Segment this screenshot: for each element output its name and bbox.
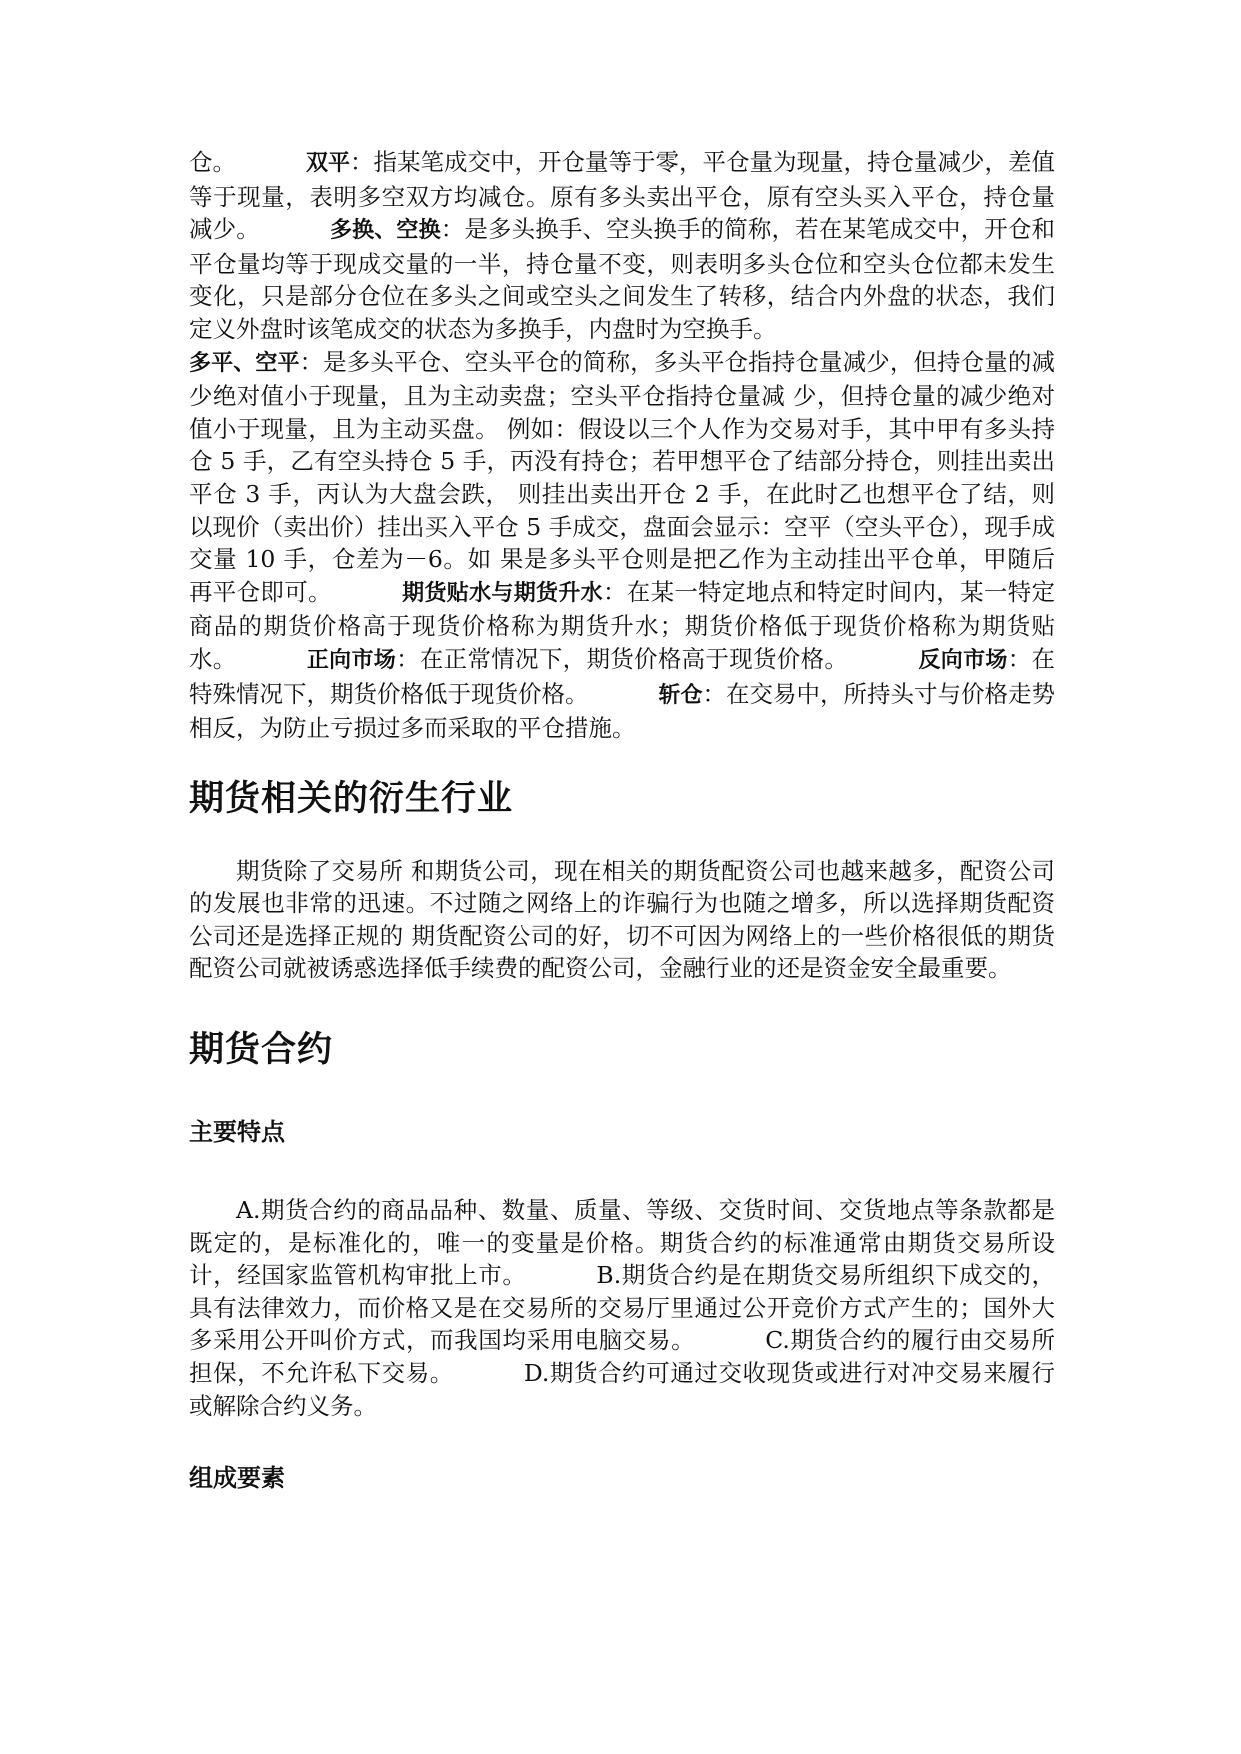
text-segment: ：是多头换手、空头换手的简称，若在某笔成交中，开仓和平仓量均等于现成交量的一半，持仓量不变，则表明多头仓位和空头仓位都未发生变化，只是部分仓位在多头之间或空头之间发生了转移，结合内外盘的状态，我们定义外盘时该笔成交的状态为多换手，内盘时为空换手。 — [189, 215, 1055, 343]
term-duohuan-konghuan: 多换、空换 — [329, 218, 441, 244]
text-segment: ：是多头平仓、空头平仓的简称，多头平仓指持仓量减少，但持仓量的减少绝对值小于现量，且为主动卖盘；空头平仓指持仓量减 少，但持仓量的减少绝对值小于现量，且为主动买盘。 例如：假设以三个人作为交易对手，其中甲有多头持仓 5 手，乙有空头持仓 5 手，丙没有持仓；若甲想平仓了结部分持仓，则挂出卖出平仓 3 手，丙认为大盘会跌， 则挂出卖出开仓 2 手，在此时乙也想平仓了结，则以现价（卖出价）挂出买入平仓 5 手成交，盘面会显示：空平（空头平仓），现手成交量 10 手，仓差为－6。如 果是多头平仓则是把乙作为主动挂出平仓单，甲随后再平仓即可。 — [189, 347, 1055, 606]
text-segment: ：在某一特定地点和特定时间内，某一特定商品的期货价格高于现货价格称为期货升水；期货价格低于现货价格称为期货贴水。 — [189, 577, 1056, 673]
term-zhancang: 斩仓 — [658, 682, 703, 708]
terms-paragraph-1 — [189, 146, 1055, 346]
heading-futures-contract: 期货合约 — [189, 1030, 334, 1071]
terms-paragraph-2 — [189, 346, 1055, 745]
document-page — [189, 146, 1055, 1494]
feature-a: A.期货合约的商品品种、数量、质量、等级、交货时间、交货地点等条款都是既定的，是标准化的，唯一的变量是价格。期货合约的标准通常由期货交易所设计，经国家监管机构审批上市。 — [189, 1196, 1055, 1290]
term-duoping-kongping: 多平、空平 — [189, 350, 300, 376]
main-features-body — [189, 1194, 1055, 1422]
text-segment: ：指某笔成交中，开仓量等于零，平仓量为现量，持仓量减少，差值等于现量，表明多空双方均减仓。原有多头卖出平仓，原有空头买入平仓，持仓量减少。 — [189, 148, 1056, 244]
term-shuangping: 双平 — [306, 151, 351, 176]
heading-derivative-industry: 期货相关的衍生行业 — [189, 778, 514, 819]
heading-main-features: 主要特点 — [189, 1118, 285, 1147]
text-segment: ：在交易中，所持头寸与价格走势相反，为防止亏损过多而采取的平仓措施。 — [189, 679, 1056, 743]
feature-d: D.期货合约可通过交收现货或进行对冲交易来履行或解除合约义务。 — [189, 1359, 1055, 1420]
text-segment: ：在特殊情况下，期货价格低于现货价格。 — [189, 644, 1055, 708]
derivative-body: 期货除了交易所 和期货公司，现在相关的期货配资公司也越来越多，配资公司的发展也非常的迅速。不过随之网络上的诈骗行为也随之增多，所以选择期货配资公司还是选择正规的 期货配资公司的好，切不可因为网络上的一些价格很低的期货配资公司就被诱惑选择低手续费的配资公司，金融行业的还是资金安全最重要。 — [189, 856, 1055, 983]
term-fanxiang-shichang: 反向市场 — [918, 647, 1008, 673]
feature-c: C.期货合约的履行由交易所担保，不允许私下交易。 — [189, 1326, 1055, 1388]
term-tieshui-shengshui: 期货贴水与期货升水 — [401, 580, 603, 606]
heading-components: 组成要素 — [189, 1464, 285, 1493]
term-zhengxiang-shichang: 正向市场 — [306, 647, 397, 673]
feature-b: B.期货合约是在期货交易所组织下成交的，具有法律效力，而价格又是在交易所的交易厅里通过公开竞价方式产生的；国外大多采用公开叫价方式，而我国均采用电脑交易。 — [189, 1261, 1055, 1355]
text-segment: 仓。 — [189, 148, 236, 176]
text-segment: ：在正常情况下，期货价格高于现货价格。 — [396, 644, 849, 673]
